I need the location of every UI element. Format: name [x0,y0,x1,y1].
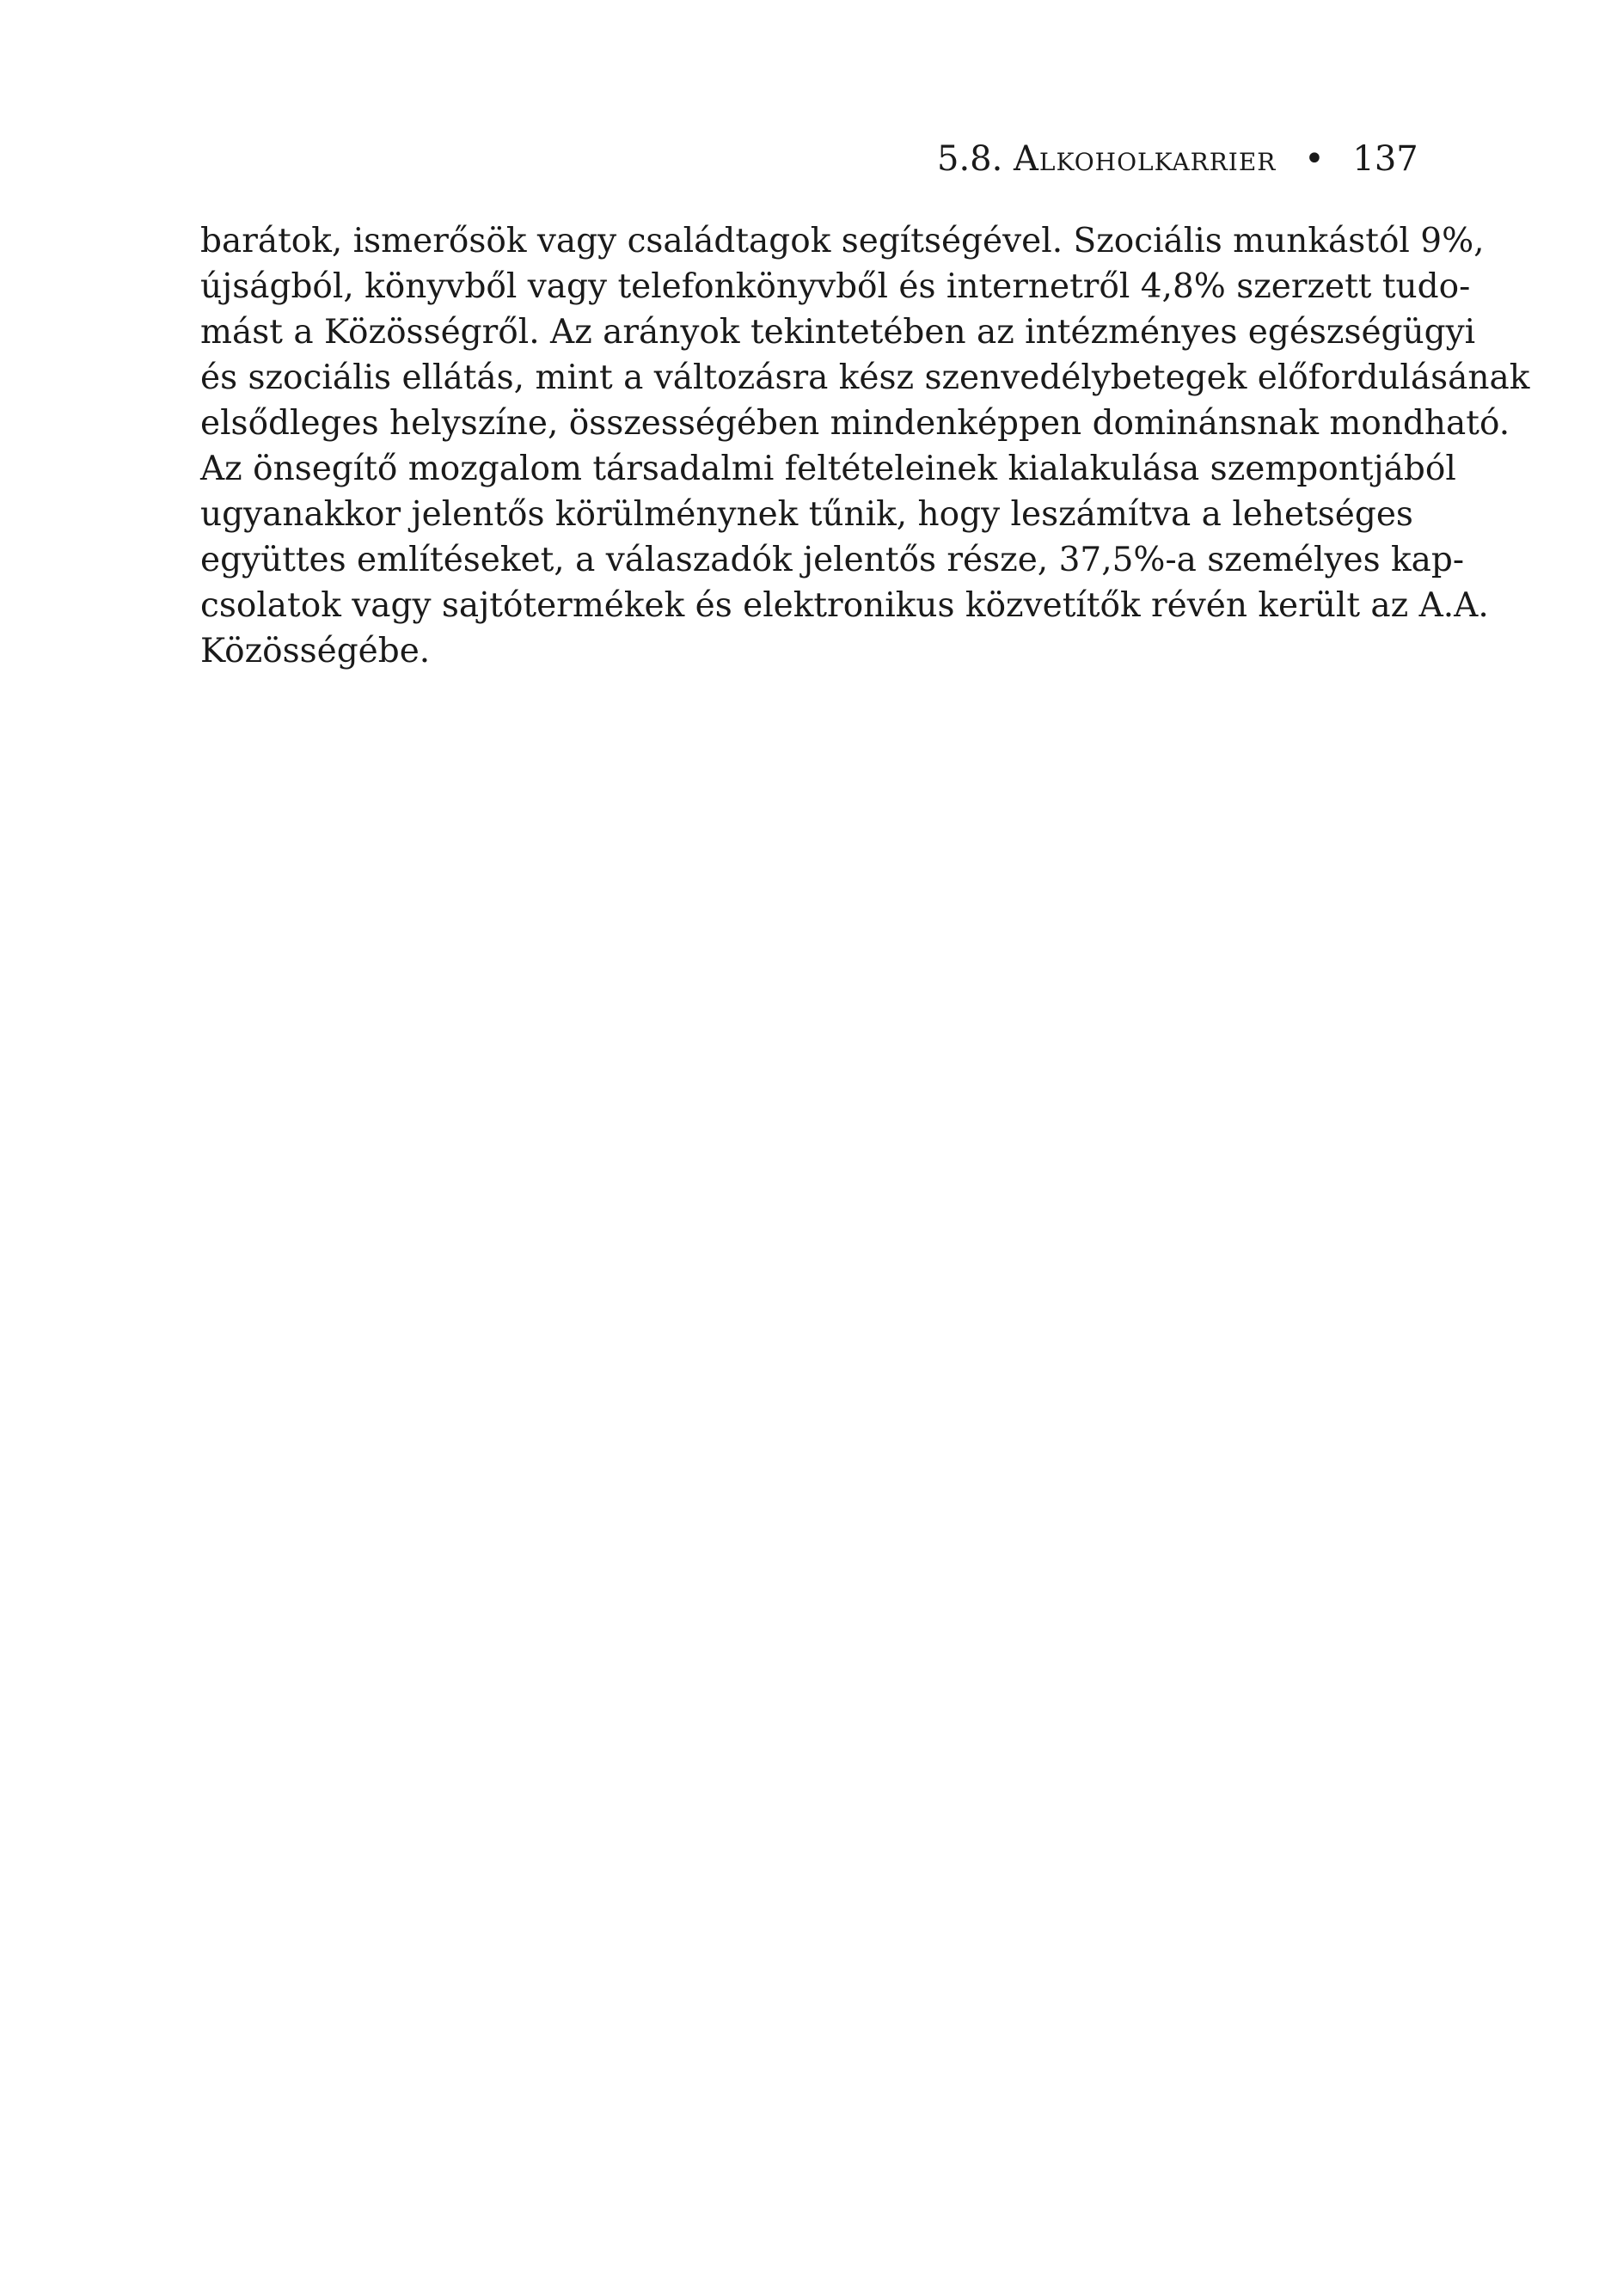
text-line: barátok, ismerősök vagy családtagok segítségével. Szociális munkástól 9%, [200,222,1485,260]
text-line: Közösségébe. [200,632,431,670]
text-line: és szociális ellátás, mint a változásra kész szenvedélybetegek előfordulásának [200,358,1530,397]
text-line: együttes említéseket, a válaszadók jelentős része, 37,5%-a személyes kap- [200,541,1465,579]
separator-bullet: • [1304,139,1325,179]
section-number: 5.8. [937,139,1003,179]
text-line: elsődleges helyszíne, összességében mindenképpen dominánsnak mondható. [200,404,1510,443]
page-number: 137 [1352,139,1418,179]
text-line: mást a Közösségről. Az arányok tekintetében az intézményes egészségügyi [200,313,1476,352]
text-line: csolatok vagy sajtótermékek és elektronikus közvetítők révén került az A.A. [200,586,1489,625]
text-line: Az önsegítő mozgalom társadalmi feltételeinek kialakulása szempontjából [200,450,1456,488]
running-head [937,138,1418,181]
text-line: újságból, könyvből vagy telefonkönyvből és internetről 4,8% szerzett tudo- [200,267,1471,306]
body-paragraph [200,218,1530,674]
chapter-title: Alkoholkarrier [1014,139,1277,179]
text-line: ugyanakkor jelentős körülménynek tűnik, hogy leszámítva a lehetséges [200,495,1413,534]
